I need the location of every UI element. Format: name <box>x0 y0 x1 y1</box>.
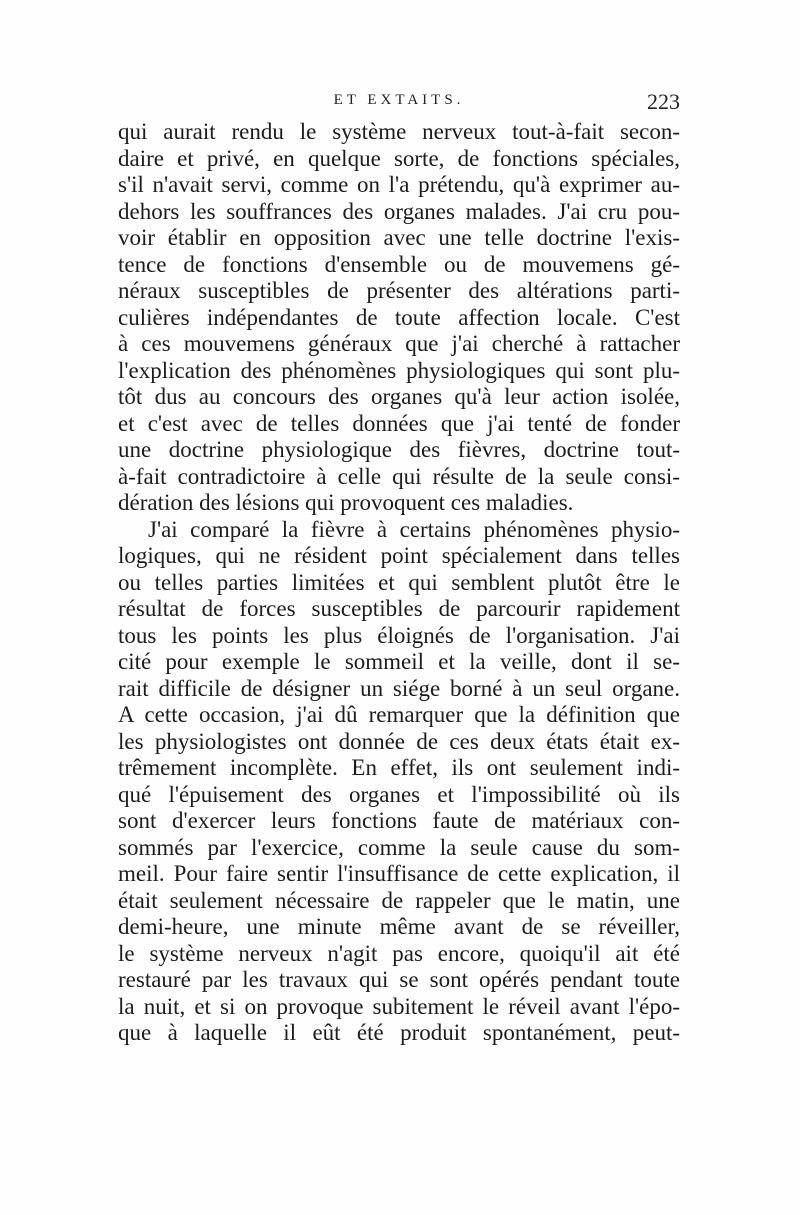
text-line: s'il n'avait servi, comme on l'a prétendu, qu'à exprimer au- <box>118 172 680 197</box>
text-line: trêmement incomplète. En effet, ils ont seulement indi- <box>118 755 680 780</box>
text-line: culières indépendantes de toute affection locale. C'est <box>118 304 680 330</box>
text-line: sont d'exercer leurs fonctions faute de matériaux con- <box>118 808 680 833</box>
running-head <box>118 89 680 122</box>
paragraph <box>118 517 680 1047</box>
text-line: à ces mouvemens généraux que j'ai cherché à rattacher <box>118 331 680 356</box>
text-line: une doctrine physiologique des fièvres, doctrine tout- <box>118 437 680 462</box>
text-line: voir établir en opposition avec une telle doctrine l'exis- <box>118 225 680 250</box>
text-line: restauré par les travaux qui se sont opérés pendant toute <box>118 967 680 992</box>
text-line: qui aurait rendu le système nerveux tout-à-fait secon- <box>118 119 680 144</box>
text-line: les physiologistes ont donnée de ces deux états était ex- <box>118 728 680 754</box>
text-line: était seulement nécessaire de rappeler que le matin, une <box>118 887 680 913</box>
text-line: A cette occasion, j'ai dû remarquer que la définition que <box>118 702 680 727</box>
text-line: néraux susceptibles de présenter des altérations parti- <box>118 278 680 303</box>
text-line: cité pour exemple le sommeil et la veille, dont il se- <box>118 649 680 674</box>
text-line: tous les points les plus éloignés de l'organisation. J'ai <box>118 622 680 648</box>
text-line: tôt dus au concours des organes qu'à leur action isolée, <box>118 384 680 409</box>
body-text <box>118 119 680 1047</box>
paragraph <box>118 119 680 517</box>
text-line: à-fait contradictoire à celle qui résulte de la seule consi- <box>118 463 680 489</box>
text-line: ou telles parties limitées et qui semblent plutôt être le <box>118 569 680 595</box>
text-line: J'ai comparé la fièvre à certains phénomènes physio- <box>148 516 680 542</box>
text-line: dération des lésions qui provoquent ces maladies. <box>118 490 574 515</box>
text-line: rait difficile de désigner un siége borné à un seul organe. <box>118 675 680 701</box>
text-line: demi-heure, une minute même avant de se réveiller, <box>118 914 680 939</box>
text-line: tence de fonctions d'ensemble ou de mouvemens gé- <box>118 251 680 277</box>
text-line: dehors les souffrances des organes malades. J'ai cru pou- <box>118 198 680 224</box>
text-line: résultat de forces susceptibles de parcourir rapidement <box>118 596 680 621</box>
running-title: ET EXTAITS. <box>333 92 465 108</box>
text-line: meil. Pour faire sentir l'insuffisance de cette explication, il <box>118 861 680 886</box>
text-line: sommés par l'exercice, comme la seule cause du som- <box>118 834 680 860</box>
text-line: l'explication des phénomènes physiologiques qui sont plu- <box>118 357 680 383</box>
text-line: et c'est avec de telles données que j'ai tenté de fonder <box>118 410 680 436</box>
text-line: le système nerveux n'agit pas encore, quoiqu'il ait été <box>118 940 680 966</box>
text-line: daire et privé, en quelque sorte, de fonctions spéciales, <box>118 145 680 171</box>
text-line: logiques, qui ne résident point spécialement dans telles <box>118 543 680 568</box>
page-number: 223 <box>647 89 680 114</box>
text-line: la nuit, et si on provoque subitement le réveil avant l'épo- <box>118 993 680 1019</box>
text-line: qué l'épuisement des organes et l'impossibilité où ils <box>118 781 680 807</box>
text-line: que à laquelle il eût été produit spontanément, peut- <box>118 1020 680 1045</box>
